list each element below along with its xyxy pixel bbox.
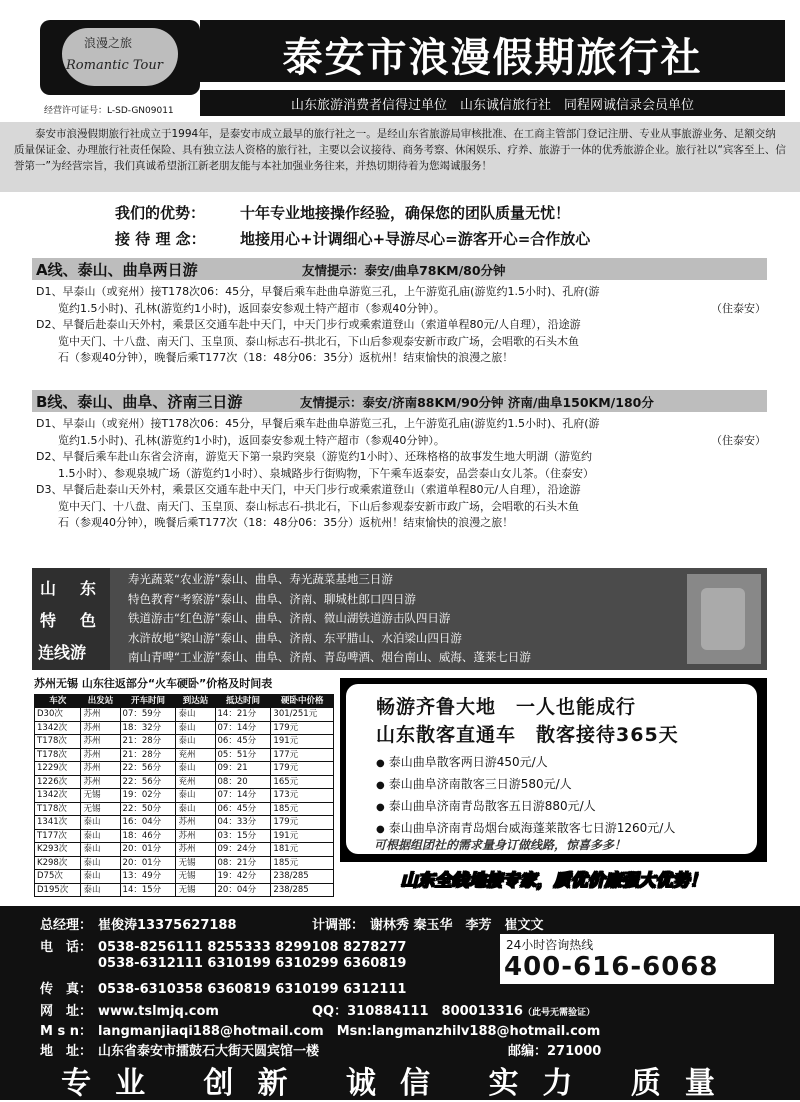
table-cell: 04：33分 bbox=[215, 816, 271, 830]
page-subtitle: 山东旅游消费者信得过单位 山东诚信旅行社 同程网诚信录会员单位 bbox=[290, 98, 694, 113]
header bbox=[0, 0, 800, 118]
table-cell: 苏州 bbox=[176, 843, 215, 857]
table-header: 硬卧中价格 bbox=[271, 695, 334, 708]
table-cell: 泰山 bbox=[176, 789, 215, 803]
phone-value-2: 0538-6312111 6310199 6310299 6360819 bbox=[98, 956, 407, 971]
table-cell: 22：56分 bbox=[120, 775, 176, 789]
motto: 专业 创新 诚信 实力 质量 bbox=[61, 1066, 739, 1101]
license-number: 经营许可证号：L-SD-GN09011 bbox=[44, 106, 174, 116]
table-row bbox=[35, 721, 334, 735]
table-cell: T178次 bbox=[35, 735, 81, 749]
table-cell: 08：21分 bbox=[215, 856, 271, 870]
table-cell: 301/251元 bbox=[271, 708, 334, 722]
slogan: 山东全线地接专家，质优价廉强大优势！ bbox=[400, 871, 707, 891]
table-cell: 185元 bbox=[271, 802, 334, 816]
route-b-day1-text: 览约1.5小时)、孔林(游览约1小时)，返回泰安参观土特产超市（参观40分钟）。 bbox=[58, 433, 445, 447]
table-cell: 19：42分 bbox=[215, 870, 271, 884]
table-row bbox=[35, 748, 334, 762]
table-row bbox=[35, 870, 334, 884]
web-label: 网 址： bbox=[40, 1004, 93, 1019]
qq-label: QQ： bbox=[312, 1004, 348, 1019]
table-header: 抵达时间 bbox=[215, 695, 271, 708]
specialty-char-4: 色 bbox=[80, 611, 97, 630]
taishan-stone-image bbox=[687, 574, 761, 664]
table-cell: 泰山 bbox=[81, 870, 120, 884]
fax-label: 传 真： bbox=[40, 982, 93, 997]
tour-item: ● 泰山曲阜济南青岛烟台威海蓬莱散客七日游1260元/人 bbox=[376, 818, 675, 840]
phone-line-2 bbox=[98, 956, 406, 971]
stone-icon bbox=[701, 588, 745, 650]
specialty-char-1: 山 bbox=[40, 579, 57, 598]
advantage-section bbox=[0, 198, 800, 254]
specialty-item: 水浒故地“梁山游”泰山、曲阜、济南、东平腊山、水泊梁山四日游 bbox=[128, 630, 462, 645]
tour-list bbox=[376, 752, 675, 840]
table-row bbox=[35, 829, 334, 843]
table-cell: 18：46分 bbox=[120, 829, 176, 843]
table-cell: 179元 bbox=[271, 721, 334, 735]
zip-value: 271000 bbox=[547, 1044, 602, 1059]
qq-value: 310884111 800013316 bbox=[347, 1004, 523, 1019]
zip-line bbox=[508, 1040, 601, 1059]
route-b-day1: D1、早泰山（或兖州）接T178次06：45分，早餐后乘车赴曲阜游览三孔，上午游览孔庙(游览约1.5小时)、孔府(游 bbox=[36, 417, 600, 430]
route-b-day2-cont: 1.5小时）、参观泉城广场（游览约1小时）、泉城路步行街购物，下午乘车返泰安，品尝泰山女儿茶。（住泰安） bbox=[58, 466, 594, 480]
table-row bbox=[35, 762, 334, 776]
tour-heading-2: 山东散客直通车 散客接待365天 bbox=[376, 724, 679, 746]
msn-value: langmanjiaqi188@hotmail.com Msn:langmanzhilv188@hotmail.com bbox=[98, 1024, 601, 1039]
specialty-label bbox=[32, 568, 110, 670]
table-cell: 173元 bbox=[271, 789, 334, 803]
table-cell: 无锡 bbox=[81, 802, 120, 816]
tour-item: ● 泰山曲阜济南青岛散客五日游880元/人 bbox=[376, 796, 675, 818]
table-cell: 13：49分 bbox=[120, 870, 176, 884]
subtitle-band bbox=[200, 90, 785, 116]
table-cell: 185元 bbox=[271, 856, 334, 870]
table-cell: 238/285 bbox=[271, 883, 334, 897]
table-cell: 1341次 bbox=[35, 816, 81, 830]
fax-line bbox=[40, 978, 406, 997]
train-table-body bbox=[35, 708, 334, 897]
specialty-item: 寿光蔬菜“农业游”泰山、曲阜、寿光蔬菜基地三日游 bbox=[128, 572, 393, 586]
table-cell: 泰山 bbox=[176, 762, 215, 776]
contact-section bbox=[0, 906, 800, 1100]
route-b-day3-end: 石（参观40分钟），晚餐后乘T177次（18：48分06：35分）返杭州！结束愉快的浪漫之旅！ bbox=[58, 516, 514, 529]
table-cell: 21：28分 bbox=[120, 735, 176, 749]
table-cell: 165元 bbox=[271, 775, 334, 789]
table-cell: D195次 bbox=[35, 883, 81, 897]
table-cell: 21：28分 bbox=[120, 748, 176, 762]
qq-line bbox=[312, 1000, 595, 1019]
table-cell: 181元 bbox=[271, 843, 334, 857]
table-cell: 177元 bbox=[271, 748, 334, 762]
logo bbox=[40, 20, 200, 95]
table-cell: 1226次 bbox=[35, 775, 81, 789]
route-b-day1-cont bbox=[36, 433, 766, 450]
qq-note: （此号无需验证） bbox=[522, 1008, 595, 1018]
fax-value: 0538-6310358 6360819 6310199 6312111 bbox=[98, 982, 407, 997]
table-cell: D75次 bbox=[35, 870, 81, 884]
table-cell: 22：50分 bbox=[120, 802, 176, 816]
hotline-label: 24小时咨询热线 bbox=[506, 938, 594, 952]
route-b-day3: D3、早餐后赴泰山天外村，乘景区交通车赴中天门，中天门步行或乘索道登山（索道单程80元/人自理），沿途游 bbox=[36, 483, 581, 496]
table-cell: 06：45分 bbox=[215, 802, 271, 816]
tour-item: ● 泰山曲阜济南散客三日游580元/人 bbox=[376, 774, 675, 796]
table-cell: T178次 bbox=[35, 802, 81, 816]
table-cell: 苏州 bbox=[81, 708, 120, 722]
advantage-label: 我们的优势： bbox=[115, 204, 206, 222]
table-cell: 苏州 bbox=[81, 721, 120, 735]
table-row bbox=[35, 789, 334, 803]
address-line bbox=[40, 1040, 319, 1059]
manager-line bbox=[40, 914, 237, 933]
table-cell: 09：21 bbox=[215, 762, 271, 776]
philosophy-row bbox=[115, 228, 590, 249]
table-cell: T177次 bbox=[35, 829, 81, 843]
hotline-number[interactable]: 400-616-6068 bbox=[504, 952, 719, 982]
philosophy-text: 地接用心+计调细心+导游尽心=游客开心=合作放心 bbox=[240, 230, 591, 248]
table-header: 出发站 bbox=[81, 695, 120, 708]
advantage-text: 十年专业地接操作经验，确保您的团队质量无忧！ bbox=[240, 204, 571, 222]
specialty-item: 特色教育“考察游”泰山、曲阜、济南、聊城杜郎口四日游 bbox=[128, 591, 416, 606]
table-cell: 179元 bbox=[271, 762, 334, 776]
route-b-day2: D2、早餐后乘车赴山东省会济南，游览天下第一泉趵突泉（游览约1小时）、还珠格格的故事发生地大明湖（游览约 bbox=[36, 450, 592, 463]
table-cell: 14：15分 bbox=[120, 883, 176, 897]
route-a-day2-cont: 览中天门、十八盘、南天门、玉皇顶、泰山标志石-拱北石，下山后参观泰安新市政广场，会唱歌的石头木鱼 bbox=[58, 334, 579, 348]
web-value[interactable]: www.tslmjq.com bbox=[98, 1004, 219, 1019]
dispatch-value: 谢林秀 秦玉华 李芳 崔文文 bbox=[370, 918, 544, 933]
tour-heading-1: 畅游齐鲁大地 一人也能成行 bbox=[376, 696, 637, 718]
route-a-day1: D1、早泰山（或兖州）接T178次06：45分，早餐后乘车赴曲阜游览三孔，上午游览孔庙(游览约1.5小时)、孔府(游 bbox=[36, 285, 600, 298]
table-cell: 18：32分 bbox=[120, 721, 176, 735]
advantage-row bbox=[115, 202, 570, 223]
table-header: 车次 bbox=[35, 695, 81, 708]
table-cell: 22：56分 bbox=[120, 762, 176, 776]
table-cell: 苏州 bbox=[176, 829, 215, 843]
page-title: 泰安市浪漫假期旅行社 bbox=[282, 35, 703, 81]
table-row bbox=[35, 708, 334, 722]
table-cell: D30次 bbox=[35, 708, 81, 722]
route-a-day1-stay: （住泰安） bbox=[711, 301, 766, 315]
phone-line bbox=[40, 936, 406, 955]
table-cell: 191元 bbox=[271, 735, 334, 749]
title-band bbox=[200, 20, 785, 82]
table-cell: 14：21分 bbox=[215, 708, 271, 722]
route-a-day1-text: 览约1.5小时)、孔林(游览约1小时)，返回泰安参观土特产超市（参观40分钟）。 bbox=[58, 301, 445, 315]
specialty-item: 南山青啤“工业游”泰山、曲阜、济南、青岛啤酒、烟台南山、威海、蓬莱七日游 bbox=[128, 650, 531, 664]
route-a-tip: 友情提示：泰安/曲阜78KM/80分钟 bbox=[302, 263, 506, 278]
tour-box bbox=[340, 678, 767, 862]
address-label: 地 址： bbox=[40, 1044, 93, 1059]
msn-label: M s n： bbox=[40, 1024, 92, 1039]
route-a-day2: D2、早餐后赴泰山天外村，乘景区交通车赴中天门，中天门步行或乘索道登山（索道单程80元/人自理），沿途游 bbox=[36, 318, 581, 331]
table-cell: 238/285 bbox=[271, 870, 334, 884]
philosophy-label: 接 待 理 念： bbox=[115, 230, 206, 248]
table-cell: 苏州 bbox=[81, 735, 120, 749]
table-cell: 09：24分 bbox=[215, 843, 271, 857]
table-cell: 泰山 bbox=[176, 708, 215, 722]
table-header: 开车时间 bbox=[120, 695, 176, 708]
table-cell: 06：45分 bbox=[215, 735, 271, 749]
train-table bbox=[34, 694, 334, 897]
table-row bbox=[35, 735, 334, 749]
table-cell: T178次 bbox=[35, 748, 81, 762]
table-cell: 08：20 bbox=[215, 775, 271, 789]
table-cell: 无锡 bbox=[81, 789, 120, 803]
table-cell: 泰山 bbox=[81, 856, 120, 870]
table-cell: 20：01分 bbox=[120, 843, 176, 857]
specialty-char-2: 东 bbox=[80, 579, 97, 598]
manager-value: 崔俊涛13375627188 bbox=[98, 918, 237, 933]
phone-label: 电 话： bbox=[40, 940, 93, 955]
table-cell: 05：51分 bbox=[215, 748, 271, 762]
table-row bbox=[35, 883, 334, 897]
route-b-bar bbox=[32, 390, 767, 412]
table-cell: 苏州 bbox=[81, 748, 120, 762]
table-cell: 无锡 bbox=[176, 870, 215, 884]
specialty-item: 铁道游击“红色游”泰山、曲阜、济南、微山湖铁道游击队四日游 bbox=[128, 611, 451, 625]
intro-text: 泰安市浪漫假期旅行社成立于1994年，是泰安市成立最早的旅行社之一。是经山东省旅游局审核批准、在工商主管部门登记注册、专业从事旅游业务、足额交纳质量保证金、办理旅行社责任保险、具有独立法人资格的旅行社，主要以会议接待、商务考察、休闲娱乐、疗养、旅游于一体的优秀旅游企业。旅行社以“宾客至上、信誉第一”为经营宗旨，我们真诚希望浙江新老朋友能与本社加强业务往来，并热切期待着为您竭诚服务！ bbox=[14, 128, 786, 172]
table-cell: 苏州 bbox=[81, 762, 120, 776]
specialty-list bbox=[128, 570, 688, 668]
dispatch-line bbox=[312, 914, 544, 933]
table-cell: 03：15分 bbox=[215, 829, 271, 843]
table-cell: K298次 bbox=[35, 856, 81, 870]
table-cell: 泰山 bbox=[176, 735, 215, 749]
table-cell: 泰山 bbox=[81, 883, 120, 897]
table-cell: 07：14分 bbox=[215, 721, 271, 735]
web-line bbox=[40, 1000, 219, 1019]
table-cell: 16：04分 bbox=[120, 816, 176, 830]
table-cell: 07：59分 bbox=[120, 708, 176, 722]
route-b-itinerary bbox=[36, 416, 766, 532]
train-table-title: 苏州无锡 山东往返部分“火车硬卧”价格及时间表 bbox=[34, 677, 273, 690]
route-b-day1-stay: （住泰安） bbox=[711, 433, 766, 447]
phone-value-1: 0538-8256111 8255333 8299108 8278277 bbox=[98, 940, 407, 955]
table-cell: 泰山 bbox=[81, 816, 120, 830]
table-cell: 泰山 bbox=[81, 843, 120, 857]
msn-line bbox=[40, 1020, 600, 1039]
logo-cn-text: 浪漫之旅 bbox=[84, 36, 133, 50]
tour-item: ● 泰山曲阜散客两日游450元/人 bbox=[376, 752, 675, 774]
table-cell: 苏州 bbox=[81, 775, 120, 789]
table-cell: 无锡 bbox=[176, 883, 215, 897]
table-cell: 1229次 bbox=[35, 762, 81, 776]
table-header: 到达站 bbox=[176, 695, 215, 708]
table-cell: 苏州 bbox=[176, 816, 215, 830]
table-row bbox=[35, 775, 334, 789]
intro-section bbox=[0, 122, 800, 192]
table-cell: 1342次 bbox=[35, 789, 81, 803]
table-row bbox=[35, 843, 334, 857]
tour-note: 可根据组团社的需求量身订做线路，惊喜多多！ bbox=[374, 838, 627, 852]
route-a-day2-end: 石（参观40分钟），晚餐后乘T177次（18：48分06：35分）返杭州！结束愉快的浪漫之旅！ bbox=[58, 351, 514, 364]
dispatch-label: 计调部： bbox=[312, 918, 365, 933]
table-row bbox=[35, 856, 334, 870]
route-b-day3-cont: 览中天门、十八盘、南天门、玉皇顶、泰山标志石-拱北石，下山后参观泰安新市政广场，会唱歌的石头木鱼 bbox=[58, 499, 579, 513]
table-cell: 兖州 bbox=[176, 748, 215, 762]
route-a-bar bbox=[32, 258, 767, 280]
route-b-name: B线、泰山、曲阜、济南三日游 bbox=[36, 393, 243, 411]
specialty-char-5: 连线游 bbox=[38, 643, 87, 662]
specialty-char-3: 特 bbox=[40, 611, 57, 630]
table-header-row bbox=[35, 695, 334, 708]
table-cell: 20：04分 bbox=[215, 883, 271, 897]
logo-en-text: Romantic Tour bbox=[66, 58, 163, 73]
table-cell: 19：02分 bbox=[120, 789, 176, 803]
table-cell: K293次 bbox=[35, 843, 81, 857]
table-cell: 191元 bbox=[271, 829, 334, 843]
table-row bbox=[35, 816, 334, 830]
table-cell: 179元 bbox=[271, 816, 334, 830]
table-row bbox=[35, 802, 334, 816]
route-a-day1-cont bbox=[36, 301, 766, 318]
manager-label: 总经理： bbox=[40, 918, 93, 933]
address-value: 山东省泰安市擂鼓石大街天圆宾馆一楼 bbox=[98, 1044, 320, 1059]
tour-box-inner bbox=[346, 684, 757, 854]
table-cell: 07：14分 bbox=[215, 789, 271, 803]
table-cell: 1342次 bbox=[35, 721, 81, 735]
table-cell: 兖州 bbox=[176, 775, 215, 789]
route-b-tip: 友情提示：泰安/济南88KM/90分钟 济南/曲阜150KM/180分 bbox=[300, 395, 654, 410]
hotline-box bbox=[500, 934, 774, 984]
table-cell: 泰山 bbox=[81, 829, 120, 843]
table-cell: 无锡 bbox=[176, 856, 215, 870]
table-cell: 20：01分 bbox=[120, 856, 176, 870]
zip-label: 邮编： bbox=[508, 1044, 548, 1059]
specialty-section bbox=[32, 568, 767, 670]
route-a-itinerary bbox=[36, 284, 766, 367]
table-cell: 泰山 bbox=[176, 802, 215, 816]
route-a-name: A线、泰山、曲阜两日游 bbox=[36, 261, 198, 279]
table-cell: 泰山 bbox=[176, 721, 215, 735]
